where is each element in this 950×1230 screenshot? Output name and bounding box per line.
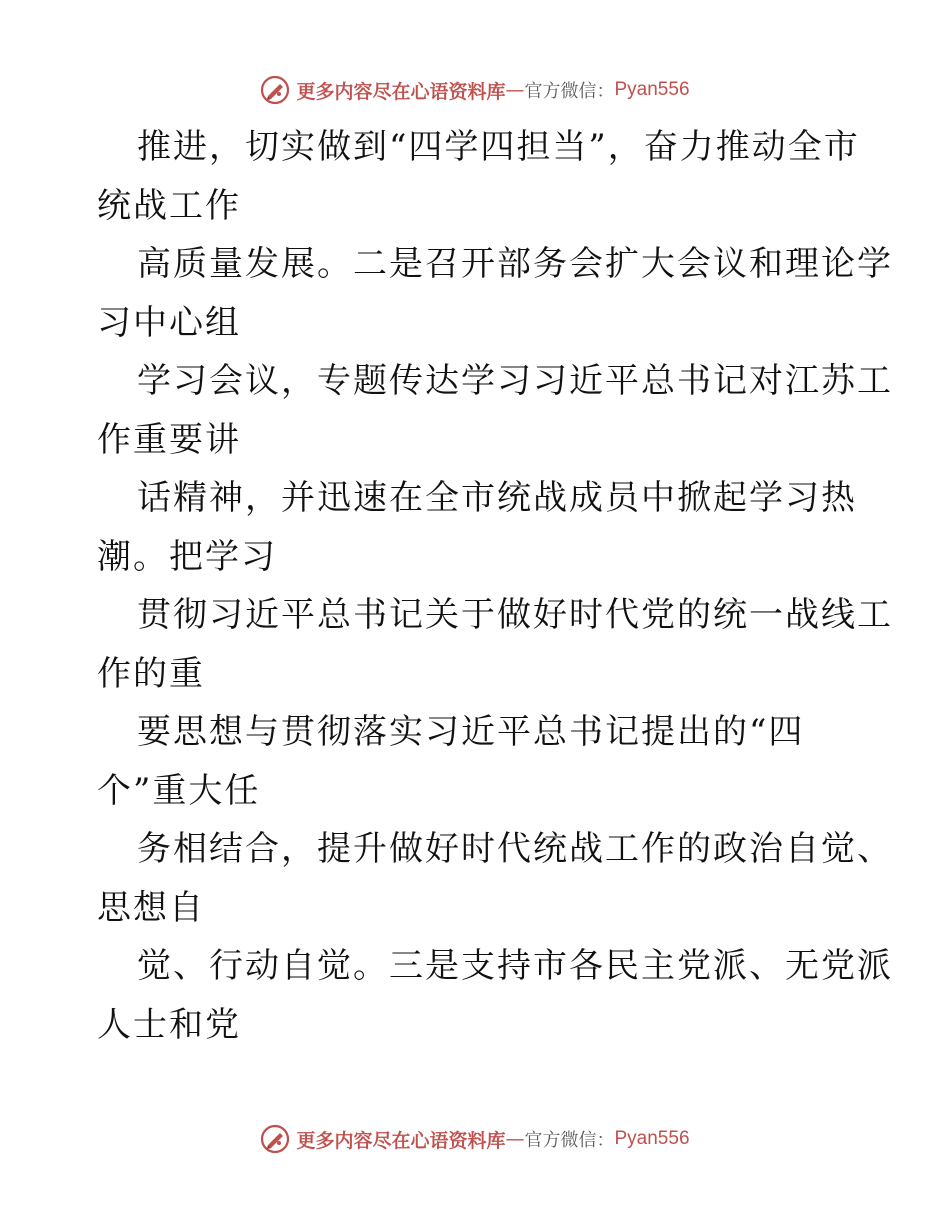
watermark-wechat-label: 官方微信：: [524, 1130, 615, 1151]
text-line: 贯彻习近平总书记关于做好时代党的统一战线工: [137, 595, 893, 635]
text-line: 潮。把学习: [97, 536, 277, 577]
header-watermark: [0, 72, 950, 108]
document-body: [97, 118, 893, 1054]
text-line: 人士和党: [97, 1004, 241, 1045]
text-line: 高质量发展。二是召开部务会扩大会议和理论学: [137, 244, 893, 284]
text-line: 个”重大任: [97, 770, 261, 811]
footer-watermark: [0, 1121, 950, 1157]
watermark-wechat-id: Pyan556: [614, 1128, 690, 1149]
watermark-dash: —: [505, 1128, 525, 1150]
watermark-site-text: 更多内容尽在心语资料库: [296, 1129, 506, 1152]
text-line: 话精神，并迅速在全市统战成员中掀起学习热: [137, 478, 857, 518]
text-line: 推进，切实做到“四学四担当”，奋力推动全市: [137, 127, 860, 167]
text-line: 统战工作: [97, 185, 241, 226]
text-line: 作的重: [97, 653, 205, 694]
watermark-dash: —: [505, 79, 525, 101]
text-line: 习中心组: [97, 302, 241, 343]
text-line: 学习会议，专题传达学习习近平总书记对江苏工: [137, 361, 893, 401]
text-line: 作重要讲: [97, 419, 241, 460]
text-line: 要思想与贯彻落实习近平总书记提出的“四: [137, 712, 805, 752]
watermark-site-text: 更多内容尽在心语资料库: [296, 80, 506, 103]
watermark-wechat-label: 官方微信：: [524, 81, 615, 102]
pen-seal-logo-icon: [260, 75, 290, 105]
watermark-wechat-id: Pyan556: [614, 79, 690, 100]
text-line: 思想自: [97, 887, 205, 928]
text-line: 觉、行动自觉。三是支持市各民主党派、无党派: [137, 946, 893, 986]
text-line: 务相结合，提升做好时代统战工作的政治自觉、: [137, 829, 893, 869]
pen-seal-logo-icon: [260, 1124, 290, 1154]
